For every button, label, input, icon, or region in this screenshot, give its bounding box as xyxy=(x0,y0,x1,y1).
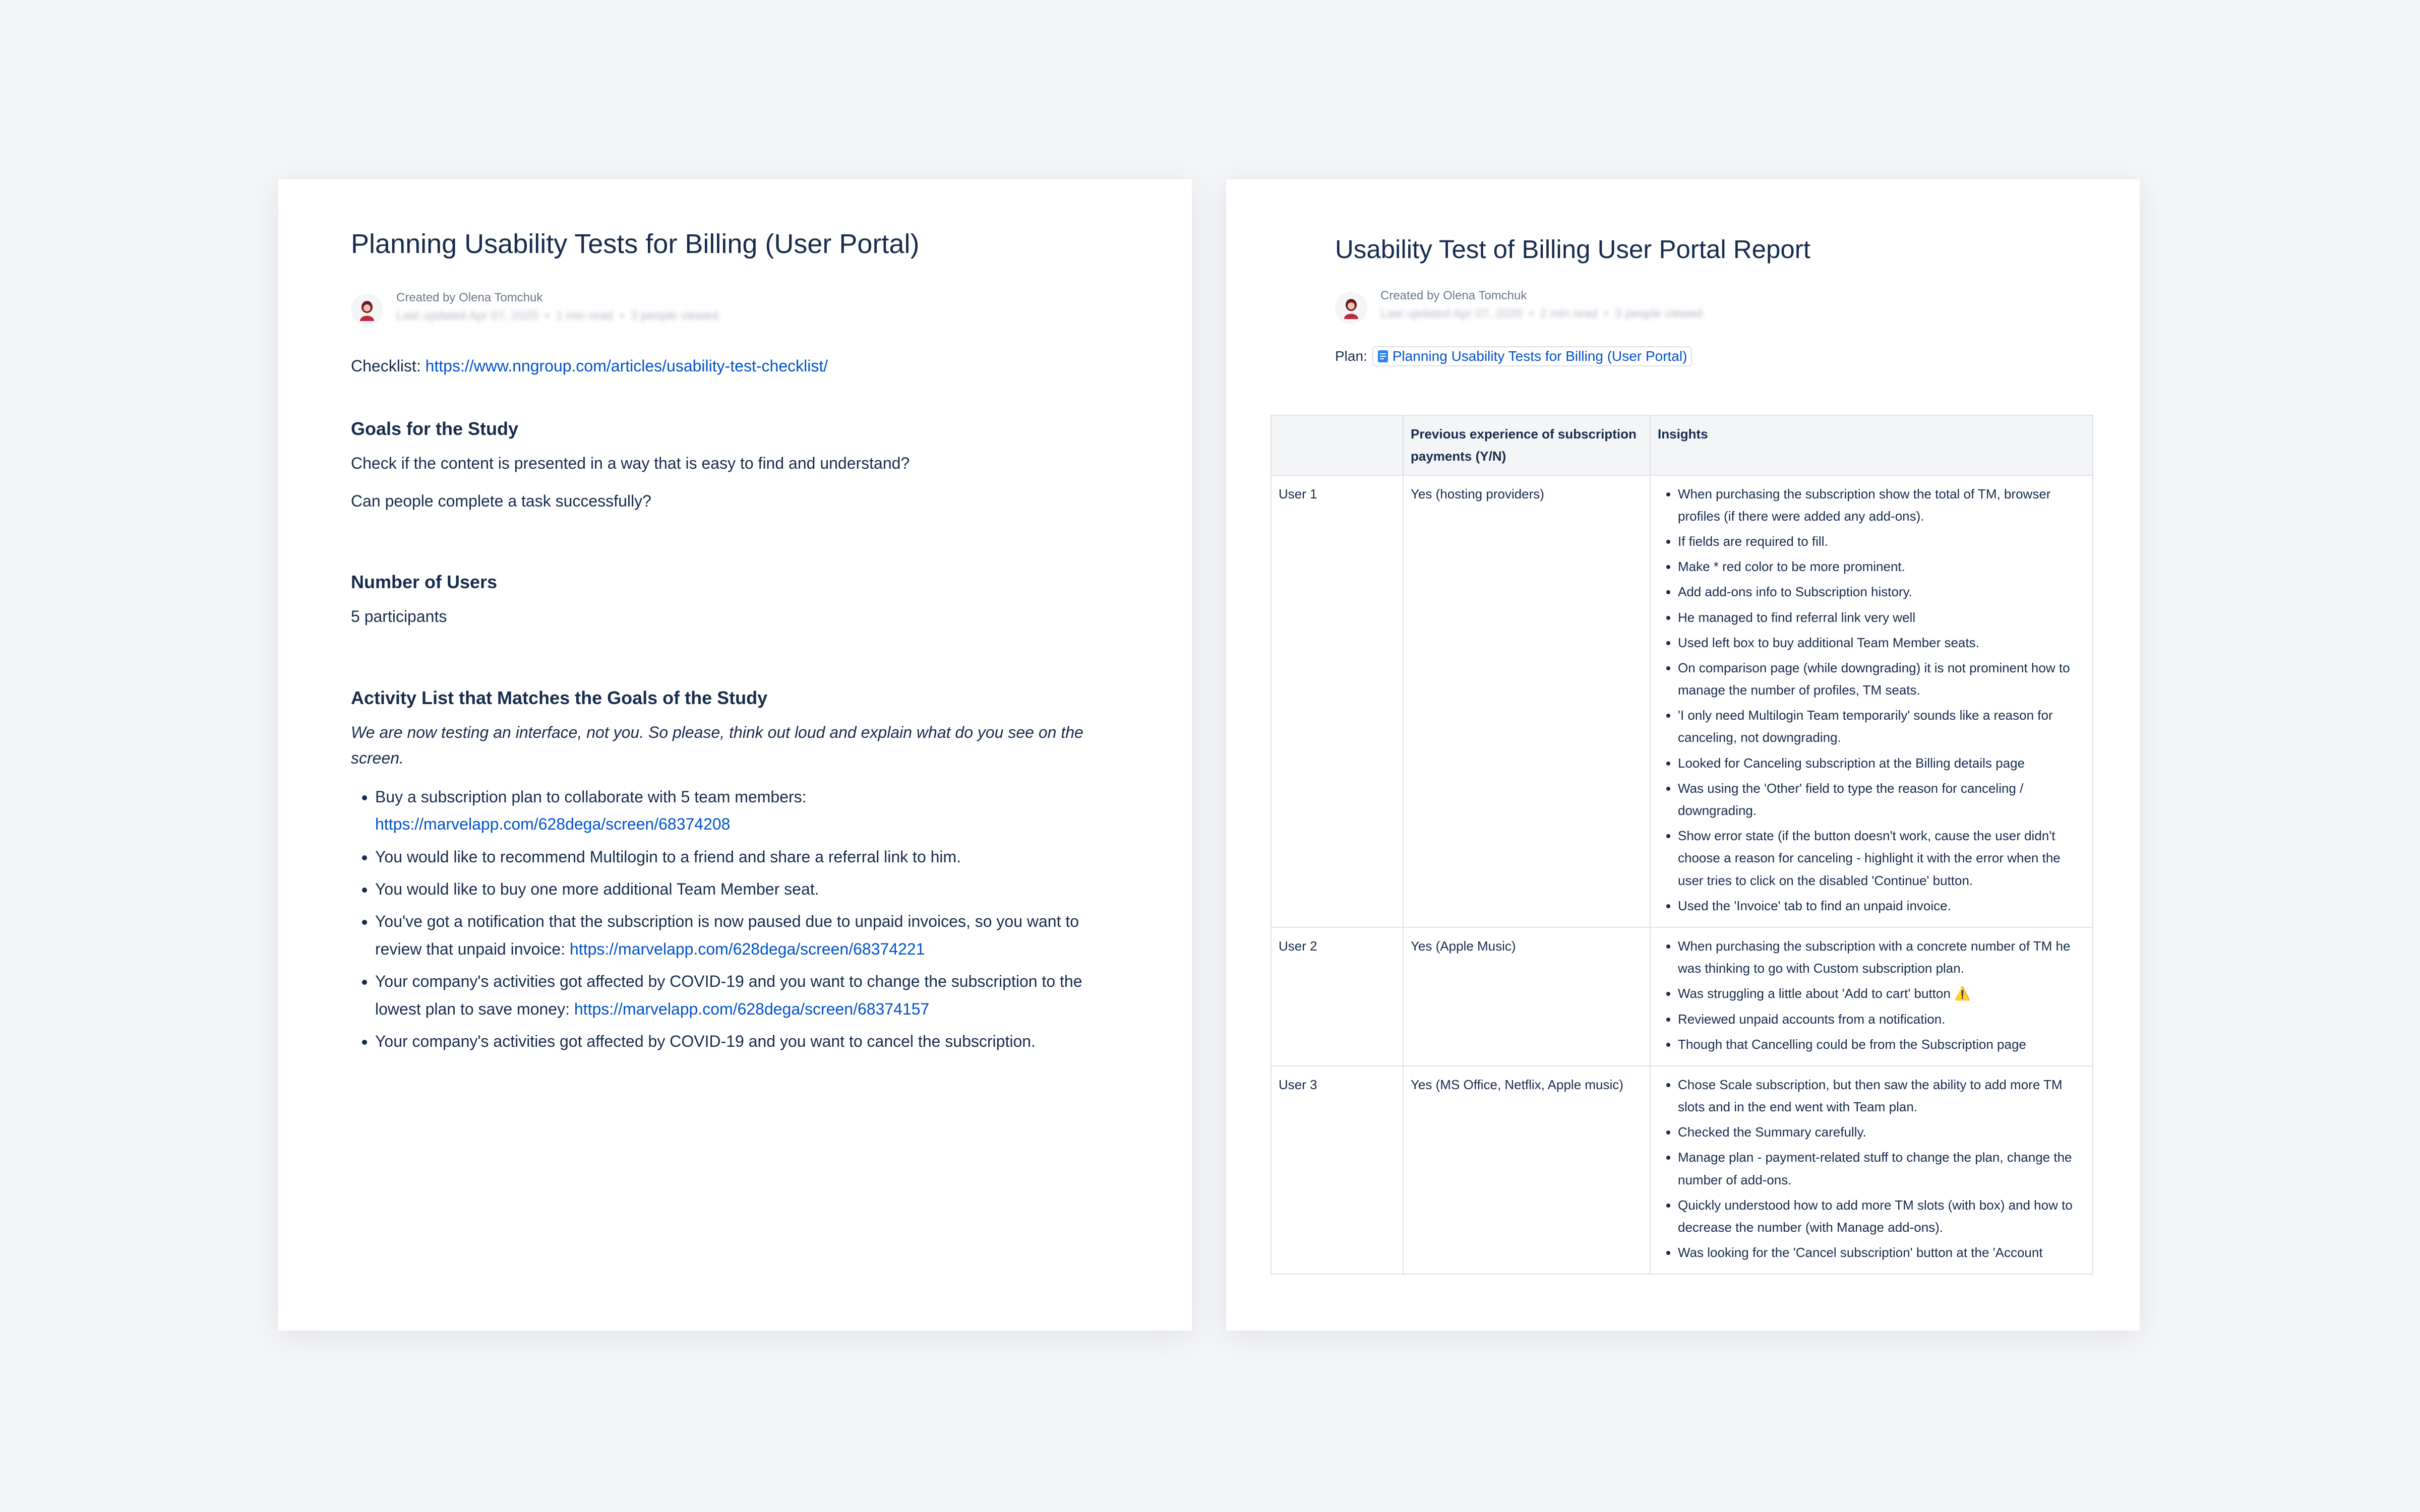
user-cell: User 3 xyxy=(1271,1066,1403,1275)
users-heading: Number of Users xyxy=(351,572,498,593)
experience-cell: Yes (Apple Music) xyxy=(1403,927,1650,1066)
list-item: • Show error state (if the button doesn't work, cause the user didn't choose a reason for canceling - highlight it with the error when the user tries to click on the disabled 'Continue' button. xyxy=(1678,825,2085,892)
byline xyxy=(1335,287,2093,324)
list-item: • You would like to recommend Multilogin to a friend and share a referral link to him. xyxy=(375,843,1119,870)
activity-intro: We are now testing an interface, not you. So please, think out loud and explain what do you see on the screen. xyxy=(351,723,1083,767)
list-item: • Chose Scale subscription, but then saw the ability to add more TM slots and in the end went with Team plan. xyxy=(1678,1074,2085,1118)
users-text: 5 participants xyxy=(351,607,447,626)
list-item: • Looked for Canceling subscription at the Billing details page xyxy=(1678,752,2085,774)
plan-line: Plan: Planning Usability Tests for Billing (User Portal) xyxy=(1335,346,2093,366)
task-link[interactable]: https://marvelapp.com/628dega/screen/68374157 xyxy=(574,999,930,1018)
page-title: Usability Test of Billing User Portal Report xyxy=(1335,235,1810,264)
task-list xyxy=(351,783,1119,1055)
list-item: • Used left box to buy additional Team Member seats. xyxy=(1678,632,2085,654)
avatar[interactable] xyxy=(351,294,383,326)
byline xyxy=(351,289,1119,326)
task-link[interactable]: https://marvelapp.com/628dega/screen/68374208 xyxy=(375,815,731,834)
list-item: • Checked the Summary carefully. xyxy=(1678,1121,2085,1143)
checklist-line: Checklist: https://www.nngroup.com/articles/usability-test-checklist/ xyxy=(351,356,828,375)
insights-cell xyxy=(1650,1066,2093,1275)
list-item: • When purchasing the subscription with a concrete number of TM he was thinking to go with Custom subscription plan. xyxy=(1678,935,2085,979)
page-title: Planning Usability Tests for Billing (User Portal) xyxy=(351,229,920,259)
activity-heading: Activity List that Matches the Goals of the Study xyxy=(351,687,768,708)
list-item: • Was using the 'Other' field to type the reason for canceling / downgrading. xyxy=(1678,777,2085,822)
list-item: • Make * red color to be more prominent. xyxy=(1678,555,2085,578)
planning-document-page xyxy=(278,179,1192,1331)
user-cell: User 1 xyxy=(1271,475,1403,927)
table-header-row xyxy=(1271,415,2093,475)
page-icon xyxy=(1377,350,1388,363)
user-cell: User 2 xyxy=(1271,927,1403,1066)
list-item: • Buy a subscription plan to collaborate with 5 team members: https://marvelapp.com/628dega/screen/68374208 xyxy=(375,783,1119,838)
plan-page-link[interactable]: Planning Usability Tests for Billing (User Portal) xyxy=(1372,346,1692,366)
list-item: • Manage plan - payment-related stuff to change the plan, change the number of add-ons. xyxy=(1678,1146,2085,1190)
list-item: • He managed to find referral link very well xyxy=(1678,606,2085,628)
list-item: • Quickly understood how to add more TM slots (with box) and how to decrease the number (with Manage add-ons). xyxy=(1678,1194,2085,1238)
list-item: • Was looking for the 'Cancel subscription' button at the 'Account xyxy=(1678,1241,2085,1264)
list-item: • On comparison page (while downgrading) it is not prominent how to manage the number of profiles, TM seats. xyxy=(1678,657,2085,701)
created-by: Created by Olena Tomchuk xyxy=(396,290,543,304)
list-item: • If fields are required to fill. xyxy=(1678,530,2085,552)
avatar[interactable] xyxy=(1335,292,1367,324)
table-header-cell xyxy=(1271,415,1403,475)
task-link[interactable]: https://marvelapp.com/628dega/screen/68374221 xyxy=(570,939,925,958)
table-header-cell: Insights xyxy=(1650,415,2093,475)
table-row xyxy=(1271,475,2093,927)
avatar-icon xyxy=(357,299,377,321)
checklist-link[interactable]: https://www.nngroup.com/articles/usability-test-checklist/ xyxy=(425,356,828,375)
avatar-icon xyxy=(1341,297,1361,319)
page-meta: Last updated Apr 07, 2020 • 1 min read • 3 people viewed xyxy=(396,308,718,323)
list-item: • When purchasing the subscription show the total of TM, browser profiles (if there were added any add-ons). xyxy=(1678,483,2085,527)
list-item: • You would like to buy one more additional Team Member seat. xyxy=(375,875,1119,903)
list-item: • 'I only need Multilogin Team temporarily' sounds like a reason for canceling, not downgrading. xyxy=(1678,704,2085,748)
table-header-cell: Previous experience of subscription payments (Y/N) xyxy=(1403,415,1650,475)
report-table xyxy=(1270,415,2093,1275)
created-by: Created by Olena Tomchuk xyxy=(1380,289,1527,303)
experience-cell: Yes (MS Office, Netflix, Apple music) xyxy=(1403,1066,1650,1275)
table-row xyxy=(1271,927,2093,1066)
goals-heading: Goals for the Study xyxy=(351,418,519,439)
list-item: • Was struggling a little about 'Add to cart' button ⚠️ xyxy=(1678,982,2085,1004)
list-item: • Your company's activities got affected by COVID-19 and you want to cancel the subscription. xyxy=(375,1028,1119,1055)
list-item: • Your company's activities got affected by COVID-19 and you want to change the subscription to the lowest plan to save money: https://marvelapp.com/628dega/screen/68374157 xyxy=(375,968,1119,1023)
goal-item: Can people complete a task successfully? xyxy=(351,492,651,511)
insights-cell xyxy=(1650,927,2093,1066)
list-item: • Used the 'Invoice' tab to find an unpaid invoice. xyxy=(1678,895,2085,917)
list-item: • You've got a notification that the subscription is now paused due to unpaid invoices, so you want to review that unpaid invoice: https://marvelapp.com/628dega/screen/68374221 xyxy=(375,908,1119,963)
list-item: • Add add-ons info to Subscription history. xyxy=(1678,581,2085,603)
experience-cell: Yes (hosting providers) xyxy=(1403,475,1650,927)
goal-item: Check if the content is presented in a way that is easy to find and understand? xyxy=(351,454,910,472)
report-document-page xyxy=(1226,179,2140,1331)
list-item: • Though that Cancelling could be from the Subscription page xyxy=(1678,1033,2085,1055)
list-item: • Reviewed unpaid accounts from a notification. xyxy=(1678,1008,2085,1030)
table-row xyxy=(1271,1066,2093,1275)
page-meta: Last updated Apr 07, 2020 • 2 min read • 3 people viewed xyxy=(1380,307,1703,321)
insights-cell xyxy=(1650,475,2093,927)
